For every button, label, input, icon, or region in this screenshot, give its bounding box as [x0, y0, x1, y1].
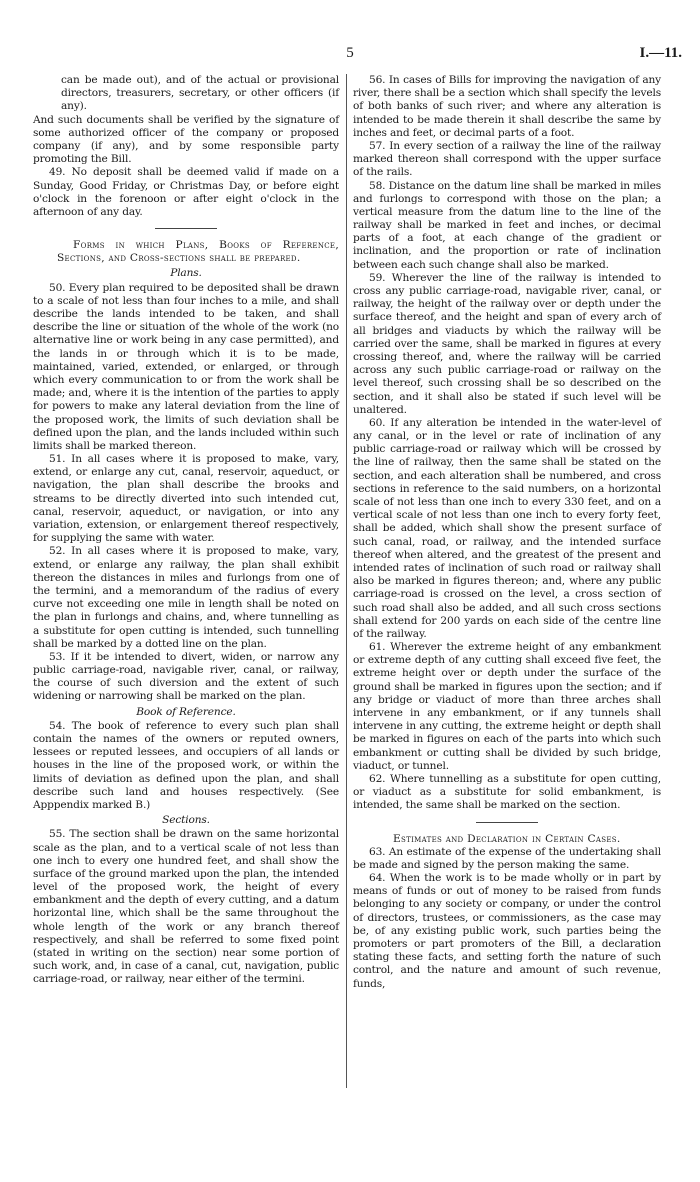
paragraph-62: 62. Where tunnelling as a substitute for open cutting, or viaduct as a substitute for solid embankment, is intended, the same shall be marked on the section.	[353, 772, 661, 812]
book-of-reference-subheading: Book of Reference.	[136, 705, 236, 718]
paragraph-63: 63. An estimate of the expense of the undertaking shall be made and signed by the person making the same.	[353, 845, 661, 871]
paragraph-55: 55. The section shall be drawn on the same horizontal scale as the plan, and to a vertical scale of not less than one inch to every one hundred feet, and shall show the surface of the ground marked upon the plan, the intended level of the proposed work, the height of every embankment and the depth of every cutting, and a datum horizontal line, which shall be the same throughout the whole length of the work or any branch thereof respectively, and shall be referred to some fixed point (stated in writing on the section) near some portion of such work, and, in case of a canal, cut, navigation, public carriage-road, or railway, near either of the termini.	[33, 828, 339, 986]
column-divider	[346, 74, 347, 1088]
plans-subheading: Plans.	[170, 267, 202, 280]
paragraph-60: 60. If any alteration be intended in the water-level of any canal, or in the level or rate of inclination of any public carriage-road or railway which will be crossed by the line of railway, then the same shall be stated on the section, and each alteration shall be numbered, and cross sections in reference to the said numbers, on a horizontal scale of not less than one inch to every 330 feet, and on a vertical scale of not less than one inch to every forty feet, shall be added, which shall show the present surface of such canal, road, or railway, and the intended surface thereof when altered, and the greatest of the present and intended rates of inclination of such road or railway shall also be marked in figures thereon; and, where any public carriage-road is crossed on the level, a cross section of such road shall also be added, and all such cross sections shall extend for 200 yards on each side of the centre line of the railway.	[353, 416, 661, 640]
paragraph-64: 64. When the work is to be made wholly or in part by means of funds or out of money to be raised from funds belonging to any society or company, or under the control of directors, trustees, or commissioners, as the case may be, of any existing public work, such parties being the promoters or part promoters of the Bill, a declaration stating these facts, and setting forth the nature of such control, and the nature and amount of such revenue, funds,	[353, 872, 661, 990]
paragraph-56: 56. In cases of Bills for improving the navigation of any river, there shall be a section which shall specify the levels of both banks of such river; and where any alteration is intended to be made therein it shall describe the same by inches and feet, or decimal parts of a foot.	[353, 74, 661, 139]
paragraph-53: 53. If it be intended to divert, widen, or narrow any public carriage-road, navigable river, canal, or railway, the course of such diversion and the extent of such widening or narrowing shall be marked on the plan.	[33, 650, 339, 703]
paragraph-58: 58. Distance on the datum line shall be marked in miles and furlongs to correspond with those on the plan; a vertical measure from the datum line to the line of the railway shall be marked in feet and inches, or decimal parts of a foot, at each change of the gradient or inclination, and the proportion or rate of inclination between each such change shall also be marked.	[353, 179, 661, 271]
paragraph-51: 51. In all cases where it is proposed to make, vary, extend, or enlarge any cut, canal, reservoir, aqueduct, or navigation, the plan shall describe the brooks and streams to be directly diverted into such intended cut, canal, reservoir, aqueduct, or navigation, or into any variation, extension, or enlargement thereof respectively, for supplying the same with water.	[33, 453, 339, 545]
paragraph-50: 50. Every plan required to be deposited shall be drawn to a scale of not less than four inches to a mile, and shall describe the lands intended to be taken, and shall describe the line or situation of the whole of the work (no alternative line or work being in any case permitted), and the lands in or through which it is to be made, maintained, varied, extended, or enlarged, or through which every communication to or from the work shall be made; and, where it is the intention of the parties to apply for powers to make any lateral deviation from the line of the proposed work, the limits of such deviation shall be defined upon the plan, and the lands included within such limits shall be marked thereon.	[33, 281, 339, 452]
section-divider	[155, 228, 217, 229]
sections-subheading: Sections.	[162, 814, 210, 827]
forms-heading: Forms in which Plans, Books of Reference, Sections, and Cross-sections shall be prepared.	[57, 239, 339, 265]
right-column	[353, 74, 661, 991]
paragraph-59: 59. Wherever the line of the railway is intended to cross any public carriage-road, navigable river, canal, or railway, the height of the railway over or depth under the surface thereof, and the height and span of every arch of all bridges and viaducts by which the railway will be carried over the same, shall be marked in figures at every crossing thereof, and, where the railway will be carried across any such public carriage-road or railway on the level thereof, such crossing shall be so described on the section, and it shall also be stated if such level will be unaltered.	[353, 271, 661, 416]
paragraph-continuation: can be made out), and of the actual or provisional directors, treasurers, secretary, or other officers (if any).	[61, 74, 339, 113]
paragraph-61: 61. Wherever the extreme height of any embankment or extreme depth of any cutting shall exceed five feet, the extreme height over or depth under the surface of the ground shall be marked in figures upon the section; and if any bridge or viaduct of more than three arches shall intervene in any embankment, or if any tunnels shall intervene in any cutting, the extreme height or depth shall be marked in figures on each of the parts into which such embankment or cutting shall be divided by such bridge, viaduct, or tunnel.	[353, 641, 661, 772]
paragraph-54: 54. The book of reference to every such plan shall contain the names of the owners or reputed owners, lessees or reputed lessees, and occupiers of all lands or houses in the line of the proposed work, or within the limits of deviation as defined upon the plan, and shall describe such land and houses respectively. (See Apppendix marked B.)	[33, 719, 339, 811]
paragraph-49: 49. No deposit shall be deemed valid if made on a Sunday, Good Friday, or Christmas Day, or before eight o'clock in the forenoon or after eight o'clock in the afternoon of any day.	[33, 166, 339, 218]
paragraph-verification: And such documents shall be verified by the signature of some authorized officer of the company or proposed company (if any), and by some responsible party promoting the Bill.	[33, 113, 339, 166]
page-number: 5	[346, 45, 354, 61]
estimates-heading: Estimates and Declaration in Certain Cases.	[393, 832, 621, 845]
section-divider	[476, 822, 538, 823]
paragraph-52: 52. In all cases where it is proposed to make, vary, extend, or enlarge any railway, the plan shall exhibit thereon the distances in miles and furlongs from one of the termini, and a memorandum of the radius of every curve not exceeding one mile in length shall be noted on the plan in furlongs and chains, and, where tunnelling as a substitute for open cutting is intended, such tunnelling shall be marked by a dotted line on the plan.	[33, 545, 339, 650]
page-reference: I.—11.	[639, 45, 682, 61]
left-column	[33, 74, 339, 987]
paragraph-57: 57. In every section of a railway the line of the railway marked thereon shall correspond with the upper surface of the rails.	[353, 139, 661, 179]
